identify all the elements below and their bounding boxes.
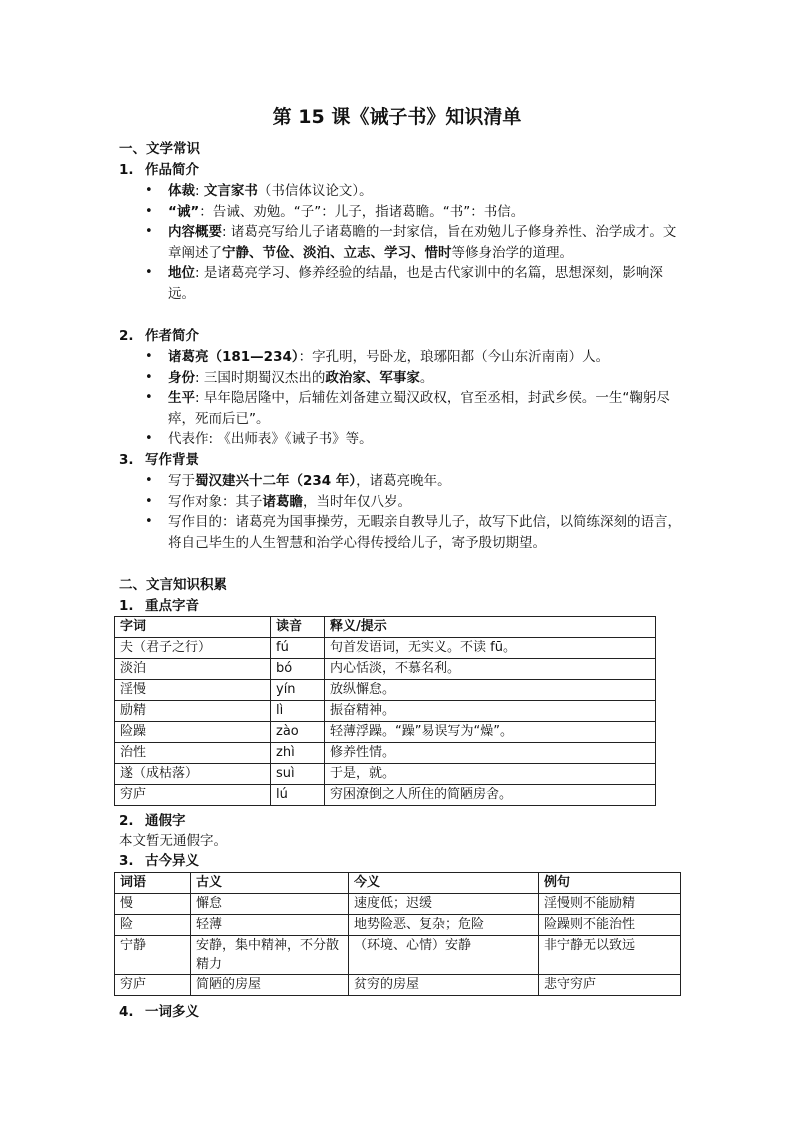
table-cell: 穷庐 <box>115 975 191 996</box>
item-text: ，当时年仅八岁。 <box>303 493 411 510</box>
subheading-text: 一词多义 <box>145 1004 199 1020</box>
subheading-background <box>119 450 199 471</box>
table-cell: 地势险恶、复杂；危险 <box>349 915 539 936</box>
item-label: 代表作 <box>168 431 209 447</box>
subheading-number: 2. <box>119 328 134 344</box>
item-text: 是诸葛亮学习、修养经验的结晶，也是古代家训中的名篇，思想深刻，影响深远。 <box>168 265 663 302</box>
table-cell: 贫穷的房屋 <box>349 975 539 996</box>
subheading-text: 通假字 <box>145 813 186 829</box>
item-sep: : <box>195 390 204 406</box>
table-cell: 夫（君子之行） <box>115 638 271 659</box>
column-header: 今义 <box>349 873 539 894</box>
item-bold-value: 宁静、节俭、淡泊、立志、学习、惜时 <box>222 244 452 261</box>
author-intro-list <box>140 347 685 450</box>
item-text: 《出师表》《诫子书》等。 <box>217 431 373 447</box>
table-cell: 悲守穷庐 <box>539 975 681 996</box>
ancient-modern-table <box>114 872 681 996</box>
subheading-number: 2. <box>119 813 134 829</box>
list-item <box>140 388 685 429</box>
table-cell: 非宁静无以致远 <box>539 936 681 975</box>
item-text: 写于 <box>168 473 195 489</box>
work-intro-list <box>140 181 685 304</box>
table-cell: 险躁 <box>115 722 271 743</box>
table-row <box>115 638 656 659</box>
table-cell: zhì <box>271 743 325 764</box>
table-cell: 淫慢则不能励精 <box>539 894 681 915</box>
table-row <box>115 975 681 996</box>
table-cell: 励精 <box>115 701 271 722</box>
table-cell: yín <box>271 680 325 701</box>
subheading-number: 4. <box>119 1004 134 1020</box>
table-row <box>115 764 656 785</box>
subheading-ancient-modern <box>119 851 199 872</box>
subheading-number: 1. <box>119 162 134 178</box>
item-text: （书信体议论文）。 <box>257 183 373 199</box>
table-cell: 振奋精神。 <box>325 701 656 722</box>
item-label: 体裁 <box>168 183 195 199</box>
table-cell: 淡泊 <box>115 659 271 680</box>
table-cell: lì <box>271 701 325 722</box>
item-sep: : <box>208 431 218 447</box>
table-row <box>115 915 681 936</box>
item-sep: : <box>195 369 204 386</box>
table-cell: 穷困潦倒之人所住的简陋房舍。 <box>325 785 656 806</box>
table-cell: 简陋的房屋 <box>191 975 349 996</box>
item-text: 诸葛亮写给儿子诸葛瞻的一封家信，旨在劝勉儿子修身养性、治学成才。文章阐述了 <box>168 224 677 261</box>
table-row <box>115 722 656 743</box>
item-text: 写作对象：其子 <box>168 493 263 510</box>
item-text: 早年隐居隆中，后辅佐刘备建立蜀汉政权，官至丞相，封武乡侯。一生“鞠躬尽瘁，死而后已”。 <box>168 390 670 427</box>
list-item <box>140 181 685 202</box>
subheading-text: 古今异义 <box>145 853 199 869</box>
item-text: 告诫、劝勉。“子”：儿子，指诸葛瞻。“书”：书信。 <box>212 203 525 220</box>
table-row <box>115 680 656 701</box>
table-cell: bó <box>271 659 325 680</box>
column-header: 字词 <box>115 617 271 638</box>
table-cell: 懈怠 <box>191 894 349 915</box>
item-sep: : <box>195 265 204 281</box>
item-text: ，诸葛亮晚年。 <box>356 473 451 489</box>
subheading-text: 重点字音 <box>145 598 199 614</box>
subheading-number: 1. <box>119 598 134 614</box>
item-bold-value: 文言家书 <box>203 183 258 199</box>
table-cell: zào <box>271 722 325 743</box>
item-text: 。 <box>419 369 434 386</box>
table-row <box>115 659 656 680</box>
column-header: 词语 <box>115 873 191 894</box>
table-row <box>115 743 656 764</box>
table-cell: 险 <box>115 915 191 936</box>
item-sep: ： <box>298 349 313 365</box>
table-cell: 淫慢 <box>115 680 271 701</box>
item-label: 诸葛亮（181—234） <box>168 349 299 365</box>
table-cell: （环境、心情）安静 <box>349 936 539 975</box>
subheading-number: 3. <box>119 853 134 869</box>
item-sep: : <box>222 224 231 240</box>
table-cell: 修养性情。 <box>325 743 656 764</box>
table-cell: 慢 <box>115 894 191 915</box>
item-text: 写作目的：诸葛亮为国事操劳，无暇亲自教导儿子，故写下此信，以简练深刻的语言，将自己毕生的人生智慧和治学心得传授给儿子，寄予殷切期望。 <box>168 514 681 551</box>
background-list <box>140 471 685 553</box>
table-row <box>115 785 656 806</box>
item-bold-value: 蜀汉建兴十二年（234 年） <box>195 473 357 489</box>
item-label: 内容概要 <box>168 224 222 240</box>
subheading-tongjia <box>119 811 186 832</box>
list-item <box>140 347 685 368</box>
item-sep: : <box>195 183 204 199</box>
subheading-text: 作者简介 <box>145 328 199 344</box>
table-cell: 轻薄浮躁。“躁”易误写为“燥”。 <box>325 722 656 743</box>
section-heading-literary-knowledge: 一、文学常识 <box>119 141 200 157</box>
document-title: 第 15 课《诫子书》知识清单 <box>272 106 522 128</box>
subheading-pronunciation <box>119 596 199 617</box>
list-item <box>140 263 685 304</box>
column-header: 读音 <box>271 617 325 638</box>
table-cell: 速度低；迟缓 <box>349 894 539 915</box>
table-header-row <box>115 873 681 894</box>
subheading-number: 3. <box>119 452 134 468</box>
list-item <box>140 512 685 553</box>
tongjia-text: 本文暂无通假字。 <box>119 833 227 849</box>
table-row <box>115 701 656 722</box>
table-cell: 句首发语词，无实义。不读 fū。 <box>325 638 656 659</box>
list-item <box>140 492 685 513</box>
item-label: 生平 <box>168 390 195 406</box>
table-cell: 遂（成枯落） <box>115 764 271 785</box>
item-label: 身份 <box>168 369 195 386</box>
subheading-work-intro <box>119 160 199 181</box>
item-bold-value: 政治家、军事家 <box>325 369 420 386</box>
list-item <box>140 202 685 223</box>
column-header: 古义 <box>191 873 349 894</box>
column-header: 释义/提示 <box>325 617 656 638</box>
list-item <box>140 429 685 450</box>
column-header: 例句 <box>539 873 681 894</box>
table-cell: 治性 <box>115 743 271 764</box>
list-item <box>140 471 685 492</box>
table-cell: 穷庐 <box>115 785 271 806</box>
item-text: 字孔明，号卧龙，琅琊阳都（今山东沂南南）人。 <box>312 349 610 365</box>
item-text: 三国时期蜀汉杰出的 <box>203 369 326 386</box>
pronunciation-table <box>114 616 656 806</box>
list-item <box>140 222 685 263</box>
table-cell: fú <box>271 638 325 659</box>
item-bold-value: 诸葛瞻 <box>262 493 303 510</box>
table-header-row <box>115 617 656 638</box>
table-cell: 于是，就。 <box>325 764 656 785</box>
table-cell: 内心恬淡，不慕名利。 <box>325 659 656 680</box>
subheading-author-intro <box>119 326 199 347</box>
table-cell: 宁静 <box>115 936 191 975</box>
subheading-text: 作品简介 <box>145 162 199 178</box>
table-cell: 险躁则不能治性 <box>539 915 681 936</box>
item-label: 地位 <box>168 265 195 281</box>
table-row <box>115 936 681 975</box>
list-item <box>140 368 685 389</box>
item-label: “诫” <box>168 203 200 220</box>
subheading-text: 写作背景 <box>145 452 199 468</box>
table-cell: 轻薄 <box>191 915 349 936</box>
subheading-polysemy <box>119 1002 199 1023</box>
table-cell: lú <box>271 785 325 806</box>
table-cell: suì <box>271 764 325 785</box>
table-cell: 安静，集中精神，不分散精力 <box>191 936 349 975</box>
item-sep: ： <box>199 203 213 220</box>
section-heading-classical-knowledge: 二、文言知识积累 <box>119 577 227 593</box>
item-text: 等修身治学的道理。 <box>451 244 573 261</box>
table-row <box>115 894 681 915</box>
table-cell: 放纵懈怠。 <box>325 680 656 701</box>
